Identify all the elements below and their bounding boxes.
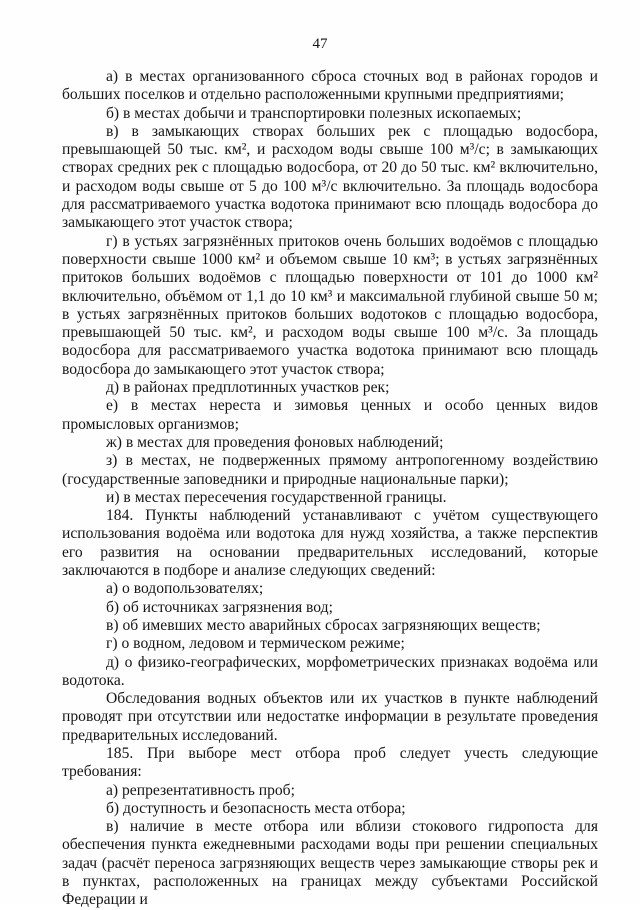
- clause-184-item-v: в) об имевших место аварийных сбросах загрязняющих веществ;: [106, 616, 541, 634]
- clause-184-item-g: г) о водном, ледовом и термическом режиме;: [106, 635, 405, 653]
- clause-184-item-d: д) о физико-географических, морфометрических признаках водоёма или водотока.: [62, 653, 598, 689]
- paragraph-i-state-border: и) в местах пересечения государственной границы.: [106, 488, 447, 506]
- clause-185: 185. При выборе мест отбора проб следует учесть следующие требования:: [62, 744, 598, 781]
- paragraph-g-polluted-tributaries: г) в устьях загрязнённых притоков очень больших водоёмов с площадью поверхности свыше 1000 км² и объемом свыше 10 км³; в устьях загрязнённых притоков больших водоёмов с площадью поверхности от 101 до 1000 км² включительно, объёмом от 1,1 до 10 км³ и максимальной глубиной свыше 50 м; в устьях загрязнённых притоков больших водотоков с площадью водосбора, превышающей 50 тыс. км², и расходом воды свыше 100 м³/с. За площадь водосбора для рассматриваемого участка водотока принимают всю площадь водосбора до замыкающего этот участок створа;: [62, 232, 598, 378]
- paragraph-zh-background-observations: ж) в местах для проведения фоновых наблюдений;: [106, 433, 444, 451]
- paragraph-d-dam-sections: д) в районах предплотинных участков рек;: [106, 379, 390, 397]
- surveys-paragraph: Обследования водных объектов или их участков в пункте наблюдений проводят при отсутствии или недостатке информации в результате проведения предварительных исследований.: [62, 690, 598, 744]
- clause-184-item-b: б) об источниках загрязнения вод;: [106, 598, 333, 616]
- clause-184: 184. Пункты наблюдений устанавливают с учётом существующего использования водоёма или водотока для нужд хозяйства, а также перспектив его развития на основании предварительных исследований, которые заключаются в подборе и анализе следующих сведений:: [62, 507, 598, 580]
- clause-184-item-a: а) о водопользователях;: [106, 580, 264, 598]
- clause-185-item-v: в) наличие в месте отбора или вблизи стокового гидропоста для обеспечения пункта ежедневными расходами воды при решении специальных задач (расчёт переноса загрязняющих веществ через замыкающие створы рек и в пунктах, расположенных на границах между субъектами Российской Федерации и: [62, 818, 598, 909]
- clause-185-item-a: а) репрезентативность проб;: [106, 781, 295, 799]
- page-body: [62, 68, 598, 910]
- paragraph-a-organized-discharge: а) в местах организованного сброса сточных вод в районах городов и больших поселков и отдельно расположенными крупными предприятиями;: [62, 68, 598, 104]
- page-number: 47: [312, 36, 328, 52]
- paragraph-v-closing-sections: в) в замыкающих створах больших рек с площадью водосбора, превышающей 50 тыс. км², и расходом воды свыше 100 м³/с; в замыкающих створах средних рек с площадью водосбора, от 20 до 50 тыс. км² включительно, и расходом воды свыше от 5 до 100 м³/с включительно. За площадь водосбора для рассматриваемого участка водотока принимают всю площадь водосбора до замыкающего этот участок створа;: [62, 122, 598, 232]
- clause-185-item-b: б) доступность и безопасность места отбора;: [106, 799, 406, 817]
- paragraph-e-spawning-sites: е) в местах нереста и зимовья ценных и особо ценных видов промысловых организмов;: [62, 397, 598, 433]
- paragraph-z-protected-areas: з) в местах, не подверженных прямому антропогенному воздействию (государственные заповедники и природные национальные парки);: [62, 452, 598, 488]
- paragraph-b-mining-transport: б) в местах добычи и транспортировки полезных ископаемых;: [106, 104, 522, 122]
